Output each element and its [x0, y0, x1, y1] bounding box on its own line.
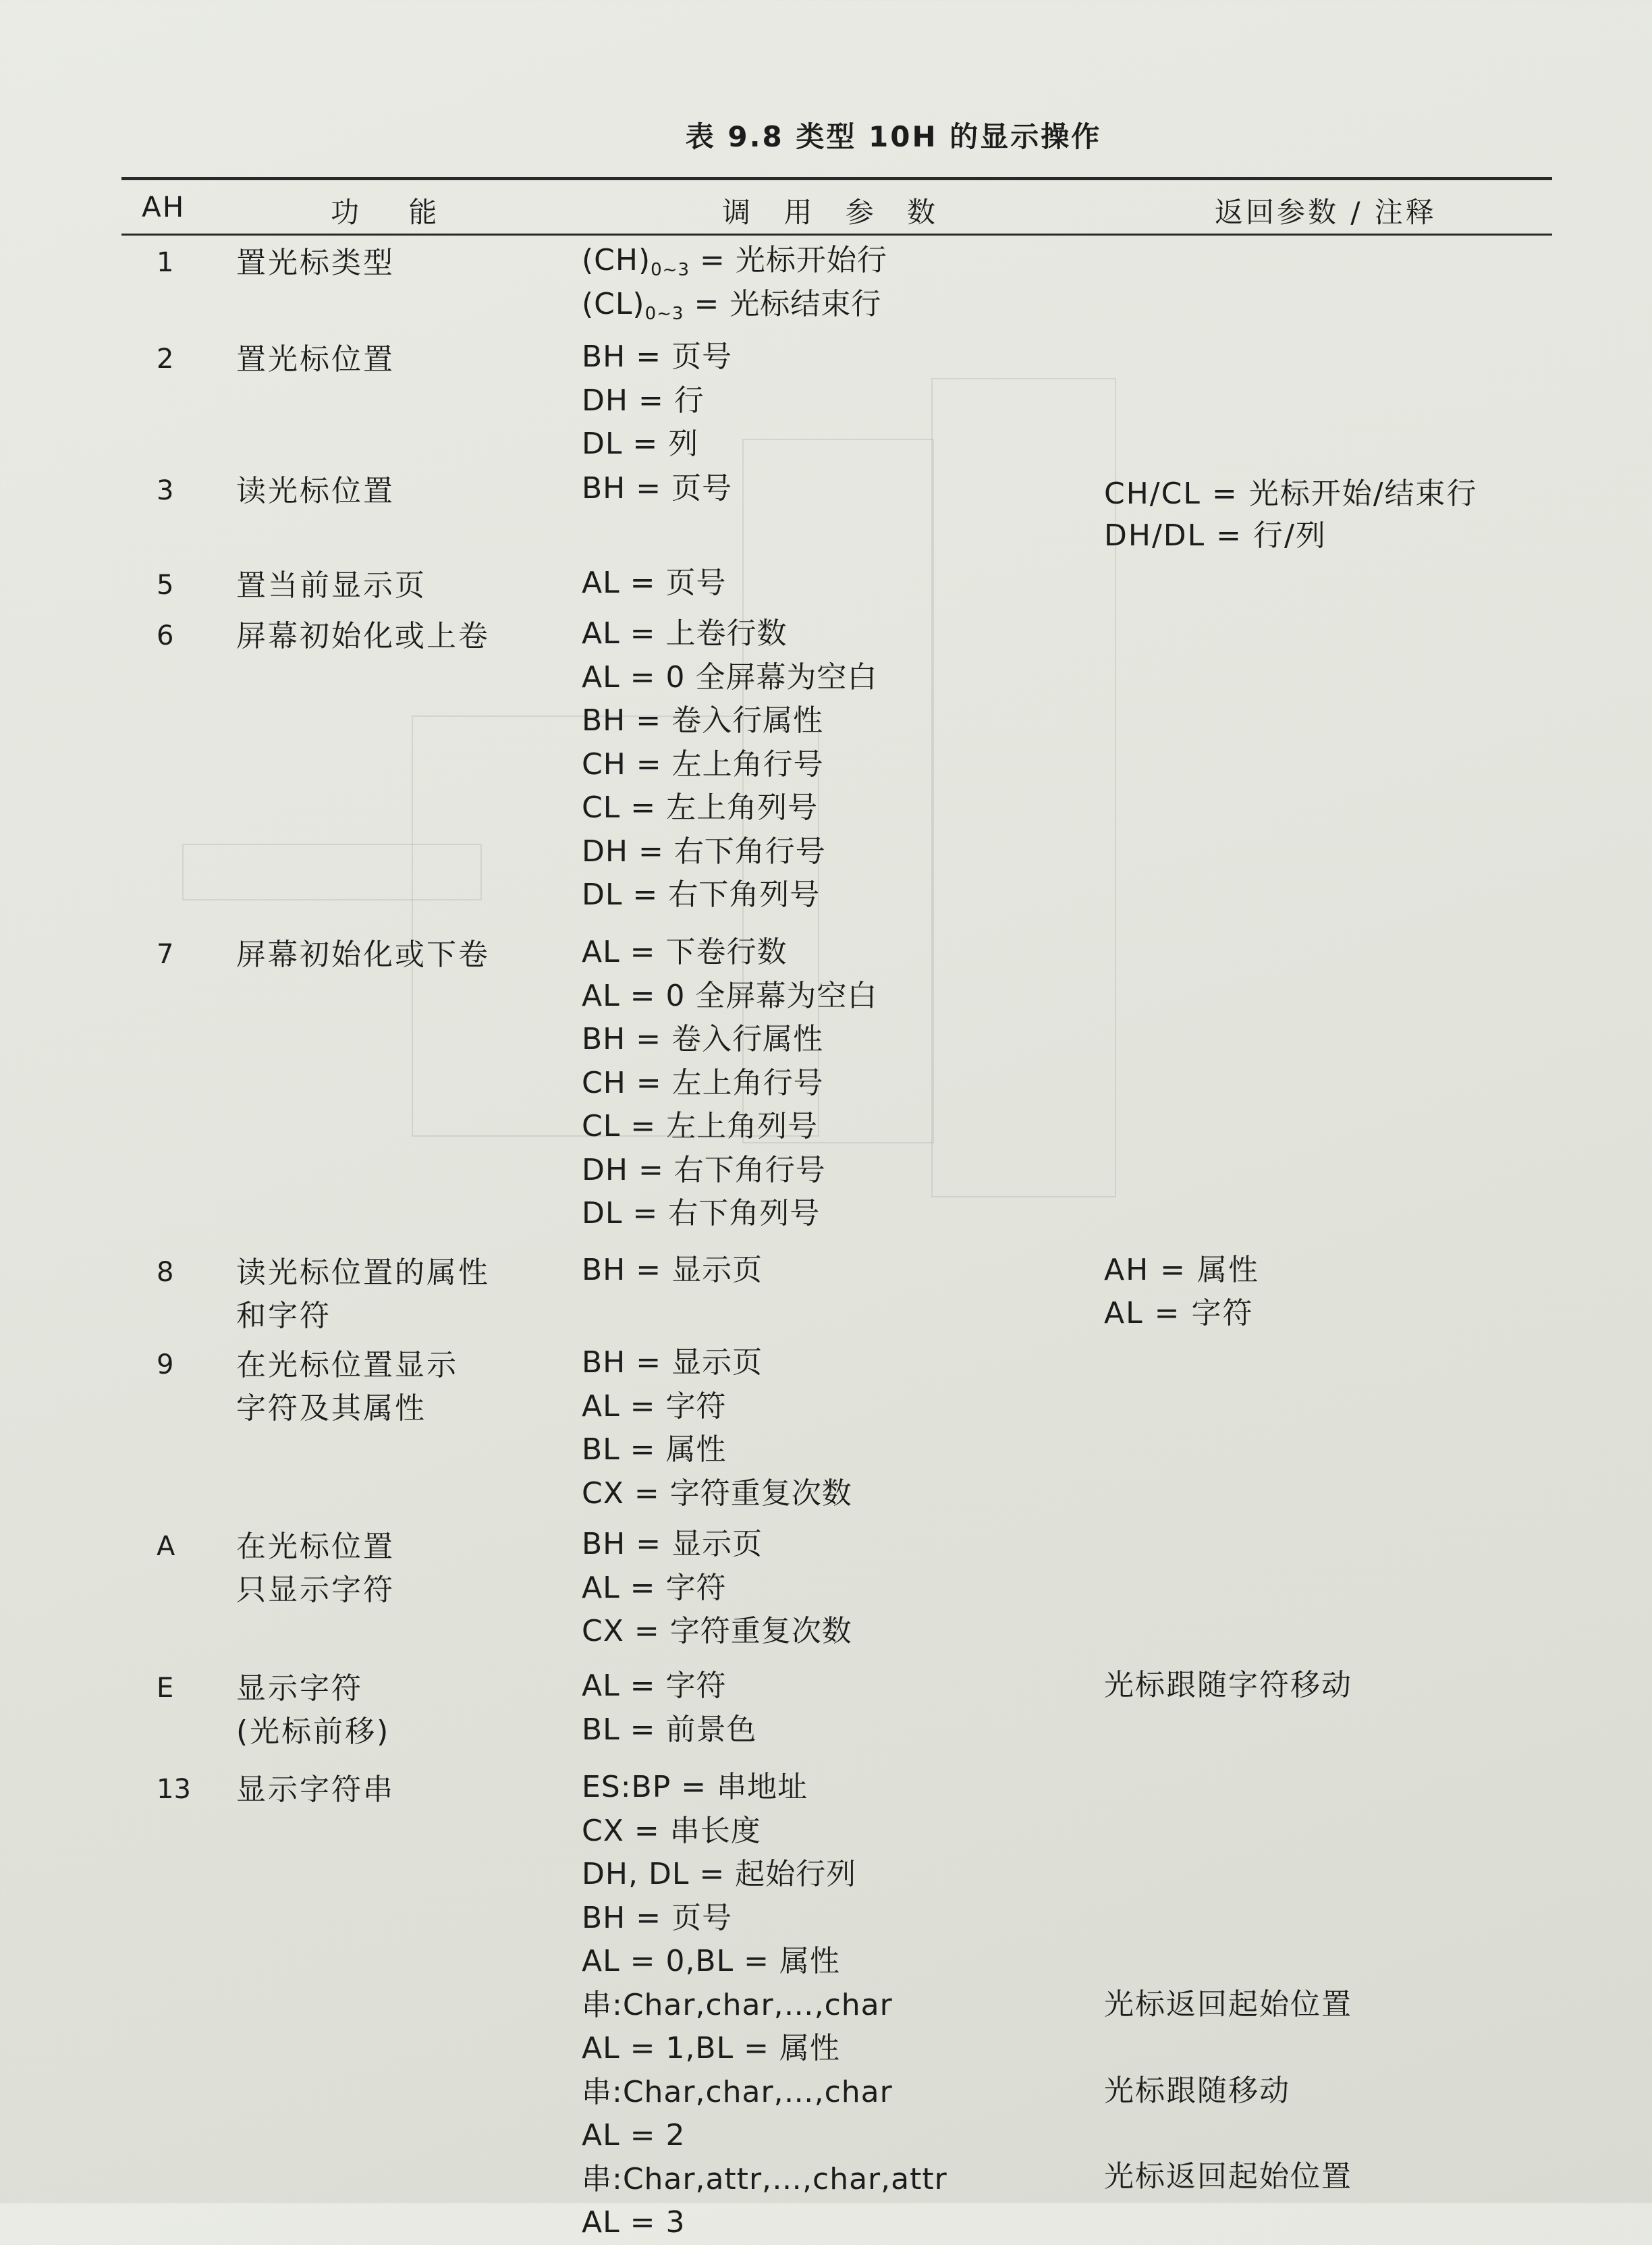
- param-line: BH = 显示页: [582, 1345, 763, 1380]
- param-line: AL = 字符: [582, 1669, 727, 1703]
- ah-code: 13: [157, 1774, 191, 1805]
- param-line: BH = 显示页: [582, 1253, 763, 1287]
- function-cell: [236, 934, 490, 977]
- param-line: DL = 列: [582, 427, 699, 461]
- return-note: AL = 字符: [1104, 1296, 1254, 1330]
- param-line: CH = 左上角行号: [582, 1065, 824, 1100]
- function-text: 在光标位置: [236, 1530, 395, 1564]
- params-cell: [582, 467, 732, 511]
- return-note: AH = 属性: [1104, 1253, 1260, 1287]
- param-line: DH = 右下角行号: [582, 834, 826, 869]
- param-line: DL = 右下角列号: [582, 877, 821, 912]
- param-line: AL = 下卷行数: [582, 935, 788, 969]
- param-line: BH = 页号: [582, 1900, 733, 1935]
- param-line: AL = 0 全屏幕为空白: [582, 978, 878, 1013]
- return-note: DH/DL = 行/列: [1104, 518, 1327, 553]
- param-line: BH = 页号: [582, 471, 733, 506]
- params-cell: [582, 239, 887, 326]
- param-line: CX = 串长度: [582, 1813, 761, 1848]
- param-subscript: 0~3: [644, 303, 684, 324]
- function-text: 显示字符串: [236, 1773, 395, 1807]
- params-cell: [582, 1766, 947, 2245]
- function-text: 屏幕初始化或下卷: [236, 938, 490, 972]
- param-line: AL = 页号: [582, 566, 727, 600]
- params-cell: [582, 1523, 852, 1654]
- params-cell: [582, 335, 732, 466]
- param-line: AL = 2: [582, 2118, 686, 2153]
- header-rule: [121, 234, 1552, 236]
- header-function: 功 能: [331, 196, 458, 229]
- param-line: BL = 属性: [582, 1432, 727, 1467]
- param-line: AL = 字符: [582, 1570, 727, 1605]
- param-line: CL = 左上角列号: [582, 790, 819, 825]
- param-line: BH = 卷入行属性: [582, 1022, 824, 1056]
- return-note: 光标返回起始位置: [1104, 1987, 1352, 2022]
- function-cell: [236, 564, 426, 607]
- return-note: 光标跟随移动: [1104, 2074, 1290, 2108]
- ah-code: A: [157, 1531, 175, 1562]
- param-line: DH = 行: [582, 383, 705, 418]
- function-text: 字符及其属性: [236, 1391, 426, 1426]
- function-text: 读光标位置: [236, 474, 395, 508]
- param-line: CH = 左上角行号: [582, 747, 824, 782]
- function-text: 在光标位置显示: [236, 1348, 458, 1382]
- header-ah: AH: [142, 190, 186, 223]
- table-caption: 表 9.8 类型 10H 的显示操作: [685, 120, 1102, 153]
- function-text: 显示字符: [236, 1671, 363, 1706]
- ah-code: 8: [157, 1257, 174, 1288]
- param-line: DH, DL = 起始行列: [582, 1857, 857, 1891]
- function-text: (光标前移): [236, 1714, 391, 1749]
- param-line: BL = 前景色: [582, 1712, 757, 1747]
- function-cell: [236, 338, 395, 381]
- bleed-through-box: [931, 378, 1116, 1197]
- function-text: 置光标位置: [236, 342, 395, 377]
- function-text: 读光标位置的属性: [236, 1255, 490, 1290]
- function-cell: [236, 615, 490, 658]
- param-line: CL = 左上角列号: [582, 1109, 819, 1143]
- ah-code: 1: [157, 247, 174, 278]
- params-cell: [582, 562, 726, 605]
- params-cell: [582, 1249, 763, 1293]
- function-cell: [236, 1251, 490, 1338]
- param-line: DL = 右下角列号: [582, 1196, 821, 1230]
- function-text: 只显示字符: [236, 1573, 395, 1607]
- ah-code: 2: [157, 344, 174, 375]
- param-line: CX = 字符重复次数: [582, 1614, 852, 1648]
- ah-code: 9: [157, 1349, 174, 1380]
- function-text: 置光标类型: [236, 246, 395, 280]
- params-cell: [582, 1341, 852, 1515]
- param-line: AL = 1,BL = 属性: [582, 2031, 840, 2065]
- function-cell: [236, 1344, 458, 1430]
- param-line: 串:Char,char,…,char: [582, 1987, 893, 2022]
- ah-code: E: [157, 1673, 174, 1704]
- top-rule: [121, 177, 1552, 180]
- ah-code: 3: [157, 475, 174, 506]
- param-line: AL = 字符: [582, 1388, 727, 1424]
- function-cell: [236, 1525, 395, 1612]
- function-cell: [236, 242, 395, 285]
- ah-code: 6: [157, 620, 174, 651]
- function-text: 屏幕初始化或上卷: [236, 619, 490, 653]
- function-cell: [236, 470, 395, 513]
- param-line: CX = 字符重复次数: [582, 1476, 852, 1511]
- params-cell: [582, 612, 877, 917]
- return-note: 光标跟随字符移动: [1104, 1668, 1352, 1702]
- param-line: $(CL)_{0\sim 3}$ = 光标结束行: [582, 286, 882, 324]
- return-note: CH/CL = 光标开始/结束行: [1104, 477, 1478, 511]
- param-line: BH = 显示页: [582, 1527, 763, 1561]
- param-line: AL = 0 全屏幕为空白: [582, 659, 878, 695]
- param-subscript: 0~3: [651, 260, 690, 280]
- params-cell: [582, 1665, 757, 1752]
- ah-code: 5: [157, 570, 174, 601]
- param-line: AL = 0,BL = 属性: [582, 1944, 840, 1978]
- function-cell: [236, 1667, 390, 1754]
- params-cell: [582, 931, 877, 1236]
- param-line: 串:Char,char,…,char: [582, 2074, 893, 2109]
- ah-code: 7: [157, 939, 174, 970]
- param-line: BH = 页号: [582, 340, 733, 374]
- bleed-through-box: [182, 844, 482, 900]
- header-returns: 返回参数 / 注释: [1215, 196, 1437, 229]
- header-params: 调 用 参 数: [722, 196, 948, 229]
- param-line: AL = 上卷行数: [582, 616, 788, 651]
- param-line: BH = 卷入行属性: [582, 703, 824, 738]
- function-cell: [236, 1768, 395, 1812]
- function-text: 和字符: [236, 1299, 331, 1333]
- param-line: ES:BP = 串地址: [582, 1770, 808, 1804]
- param-line: 串:Char,attr,…,char,attr: [582, 2161, 947, 2196]
- return-note: 光标返回起始位置: [1104, 2159, 1352, 2194]
- function-text: 置当前显示页: [236, 568, 426, 603]
- param-line: AL = 3: [582, 2205, 686, 2240]
- param-line: DH = 右下角行号: [582, 1152, 826, 1187]
- param-line: $(CH)_{0\sim 3}$ = 光标开始行: [582, 243, 887, 280]
